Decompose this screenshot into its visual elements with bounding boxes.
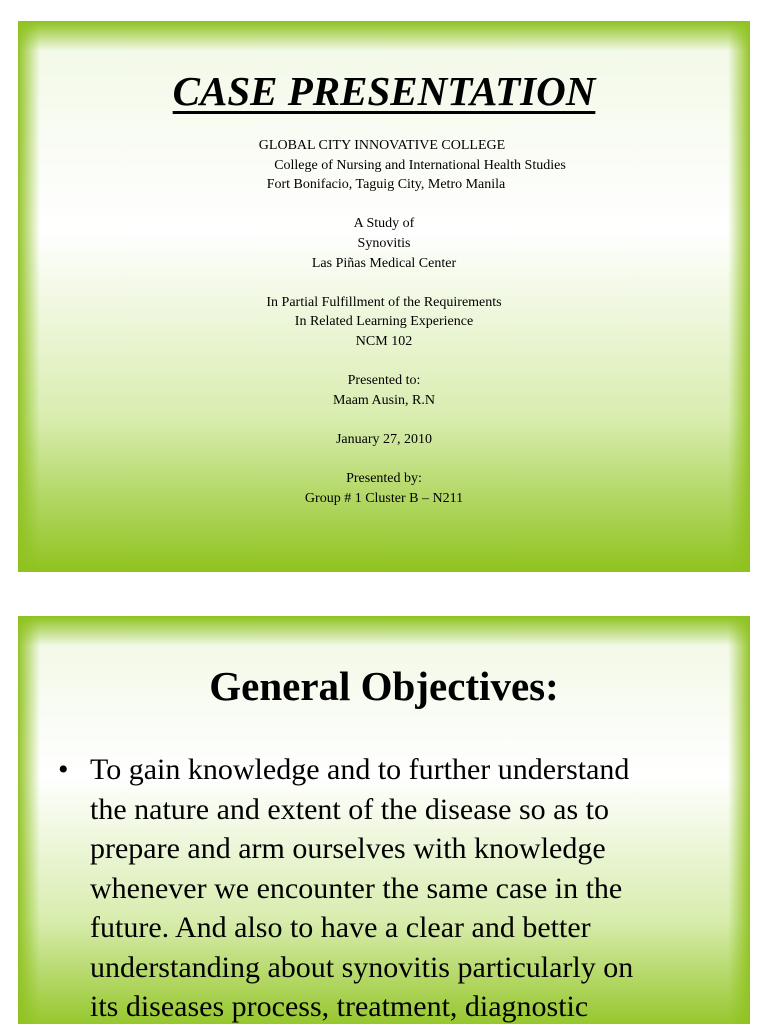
objective-line: the nature and extent of the disease so as to	[90, 792, 609, 826]
slide-title: CASE PRESENTATION	[172, 68, 596, 114]
study-topic: Synovitis	[357, 235, 411, 251]
objective-line: prepare and arm ourselves with knowledge	[90, 832, 606, 865]
bullet-icon: •	[58, 753, 69, 786]
objective-line: To gain knowledge and to further understand	[90, 753, 630, 786]
objective-line: its diseases process, treatment, diagnostic	[90, 990, 589, 1023]
study-intro: A Study of	[353, 216, 415, 232]
presentation-date: January 27, 2010	[335, 431, 433, 447]
college-name: GLOBAL CITY INNOVATIVE COLLEGE	[258, 138, 506, 153]
presented-to-name: Maam Ausin, R.N	[333, 392, 435, 408]
slide-case-presentation	[18, 21, 750, 572]
objective-line: future. And also to have a clear and better	[90, 911, 591, 944]
slide-general-objectives	[18, 616, 750, 1024]
study-location: Las Piñas Medical Center	[311, 255, 457, 271]
college-address: Fort Bonifacio, Taguig City, Metro Manila	[266, 177, 506, 193]
presented-by-group: Group # 1 Cluster B – N211	[304, 490, 464, 506]
objective-line: whenever we encounter the same case in the	[90, 871, 623, 905]
presented-to-label: Presented to:	[347, 373, 421, 389]
fulfillment-line: In Partial Fulfillment of the Requirements	[266, 294, 502, 310]
objective-line: understanding about synovitis particularly on	[90, 950, 634, 984]
department-name: College of Nursing and International Health Studies	[274, 157, 566, 173]
slide-title: General Objectives:	[209, 663, 559, 709]
cover-details	[18, 136, 750, 508]
course-code: NCM 102	[355, 333, 413, 349]
learning-experience-line: In Related Learning Experience	[294, 314, 474, 330]
presented-by-label: Presented by:	[346, 471, 422, 487]
objective-bullet	[58, 750, 698, 1024]
objective-text	[90, 750, 698, 1024]
